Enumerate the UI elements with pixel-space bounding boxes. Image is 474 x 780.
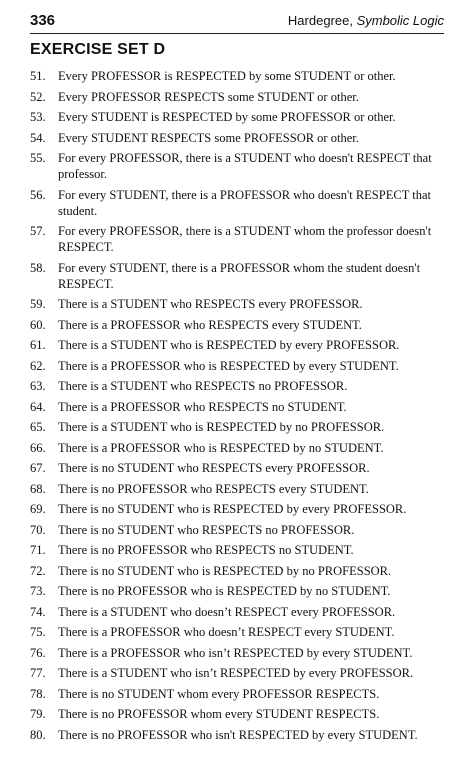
exercise-text: For every STUDENT, there is a PROFESSOR whom the student doesn't RESPECT. — [58, 260, 421, 291]
exercise-text: There is a PROFESSOR who RESPECTS every STUDENT. — [58, 317, 362, 332]
running-head — [288, 13, 444, 28]
exercise-text: There is no PROFESSOR who RESPECTS no STUDENT. — [58, 543, 354, 557]
exercise-text: There is no PROFESSOR who is RESPECTED by no STUDENT. — [58, 584, 391, 598]
exercise-text: There is a STUDENT who doesn’t RESPECT every PROFESSOR. — [58, 604, 396, 619]
exercise-text: There is no STUDENT who RESPECTS no PROFESSOR. — [58, 522, 355, 537]
exercise-item — [30, 645, 446, 661]
exercise-number: 76. — [30, 645, 46, 660]
exercise-text: There is a STUDENT who RESPECTS every PROFESSOR. — [58, 297, 363, 311]
exercise-number: 67. — [30, 461, 46, 475]
exercise-text: Every STUDENT is RESPECTED by some PROFESSOR or other. — [58, 110, 396, 124]
exercise-number: 63. — [30, 379, 46, 393]
exercise-item — [30, 187, 446, 219]
exercise-number: 79. — [30, 707, 46, 721]
page-number: 336 — [30, 12, 56, 29]
exercise-item — [30, 604, 446, 620]
exercise-text: There is no STUDENT whom every PROFESSOR RESPECTS. — [58, 686, 380, 701]
exercise-item — [30, 686, 446, 702]
exercise-number: 64. — [30, 399, 46, 414]
exercise-number: 52. — [30, 89, 46, 104]
exercise-number: 77. — [30, 666, 46, 680]
exercise-text: There is no STUDENT who is RESPECTED by no PROFESSOR. — [58, 563, 392, 578]
exercise-item — [30, 440, 446, 456]
exercise-number: 57. — [30, 224, 46, 238]
exercise-text: There is no PROFESSOR who RESPECTS every STUDENT. — [58, 481, 369, 496]
exercise-number: 80. — [30, 727, 46, 742]
exercise-number: 66. — [30, 440, 46, 455]
exercise-item — [30, 501, 446, 517]
exercise-number: 58. — [30, 260, 46, 275]
exercise-number: 73. — [30, 584, 46, 598]
exercise-number: 69. — [30, 502, 46, 516]
exercise-text: There is a PROFESSOR who RESPECTS no STUDENT. — [58, 399, 347, 414]
exercise-item — [30, 460, 446, 476]
exercise-item — [30, 522, 446, 538]
exercise-number: 75. — [30, 625, 46, 639]
exercise-number: 60. — [30, 317, 46, 332]
exercise-item — [30, 296, 446, 312]
exercise-item — [30, 583, 446, 599]
exercise-text: There is a PROFESSOR who is RESPECTED by no STUDENT. — [58, 440, 384, 455]
exercise-item — [30, 358, 446, 374]
exercise-text: Every PROFESSOR RESPECTS some STUDENT or other. — [58, 89, 359, 104]
exercise-number: 65. — [30, 420, 46, 434]
exercise-text: There is a STUDENT who isn’t RESPECTED by every PROFESSOR. — [58, 666, 414, 680]
exercise-text: There is no STUDENT who is RESPECTED by every PROFESSOR. — [58, 502, 407, 516]
exercise-item — [30, 223, 446, 255]
exercise-number: 72. — [30, 563, 46, 578]
exercise-text: There is a PROFESSOR who isn’t RESPECTED by every STUDENT. — [58, 645, 413, 660]
exercise-item — [30, 109, 446, 125]
exercise-item — [30, 68, 446, 84]
exercise-set-title: EXERCISE SET D — [30, 41, 166, 58]
exercise-number: 56. — [30, 187, 46, 202]
exercise-text: There is no STUDENT who RESPECTS every PROFESSOR. — [58, 461, 370, 475]
exercise-text: There is no PROFESSOR whom every STUDENT RESPECTS. — [58, 707, 380, 721]
exercise-item — [30, 89, 446, 105]
exercise-number: 62. — [30, 358, 46, 373]
exercise-text: There is a STUDENT who is RESPECTED by every PROFESSOR. — [58, 338, 400, 352]
exercise-item — [30, 665, 446, 681]
exercise-item — [30, 150, 446, 182]
exercise-text: For every PROFESSOR, there is a STUDENT whom the professor doesn't RESPECT. — [58, 224, 432, 254]
exercise-item — [30, 624, 446, 640]
exercise-list — [30, 68, 446, 747]
exercise-text: There is a PROFESSOR who doesn’t RESPECT every STUDENT. — [58, 625, 395, 639]
exercise-number: 68. — [30, 481, 46, 496]
exercise-text: There is a PROFESSOR who is RESPECTED by every STUDENT. — [58, 358, 399, 373]
exercise-text: For every PROFESSOR, there is a STUDENT who doesn't RESPECT that professor. — [58, 151, 432, 181]
exercise-number: 53. — [30, 110, 46, 124]
exercise-item — [30, 727, 446, 743]
exercise-number: 61. — [30, 338, 46, 352]
exercise-item — [30, 563, 446, 579]
header-rule — [30, 33, 444, 34]
exercise-number: 51. — [30, 69, 46, 83]
exercise-item — [30, 317, 446, 333]
exercise-number: 59. — [30, 297, 46, 311]
exercise-item — [30, 337, 446, 353]
running-head-author: Hardegree, — [287, 13, 357, 28]
exercise-number: 74. — [30, 604, 46, 619]
exercise-item — [30, 481, 446, 497]
exercise-item — [30, 399, 446, 415]
exercise-item — [30, 706, 446, 722]
exercise-text: For every STUDENT, there is a PROFESSOR who doesn't RESPECT that student. — [58, 187, 431, 218]
exercise-text: There is a STUDENT who RESPECTS no PROFESSOR. — [58, 379, 348, 393]
running-head-book-title: Symbolic Logic — [356, 13, 444, 28]
exercise-number: 54. — [30, 130, 46, 145]
exercise-item — [30, 378, 446, 394]
exercise-number: 71. — [30, 543, 46, 557]
exercise-number: 55. — [30, 151, 46, 165]
exercise-number: 78. — [30, 686, 46, 701]
exercise-item — [30, 130, 446, 146]
exercise-text: There is a STUDENT who is RESPECTED by no PROFESSOR. — [58, 420, 385, 434]
exercise-text: There is no PROFESSOR who isn't RESPECTED by every STUDENT. — [58, 727, 418, 742]
exercise-text: Every PROFESSOR is RESPECTED by some STUDENT or other. — [58, 69, 396, 83]
exercise-item — [30, 419, 446, 435]
exercise-text: Every STUDENT RESPECTS some PROFESSOR or other. — [58, 130, 359, 145]
exercise-item — [30, 260, 446, 292]
page-header — [30, 12, 444, 34]
exercise-number: 70. — [30, 522, 46, 537]
exercise-item — [30, 542, 446, 558]
